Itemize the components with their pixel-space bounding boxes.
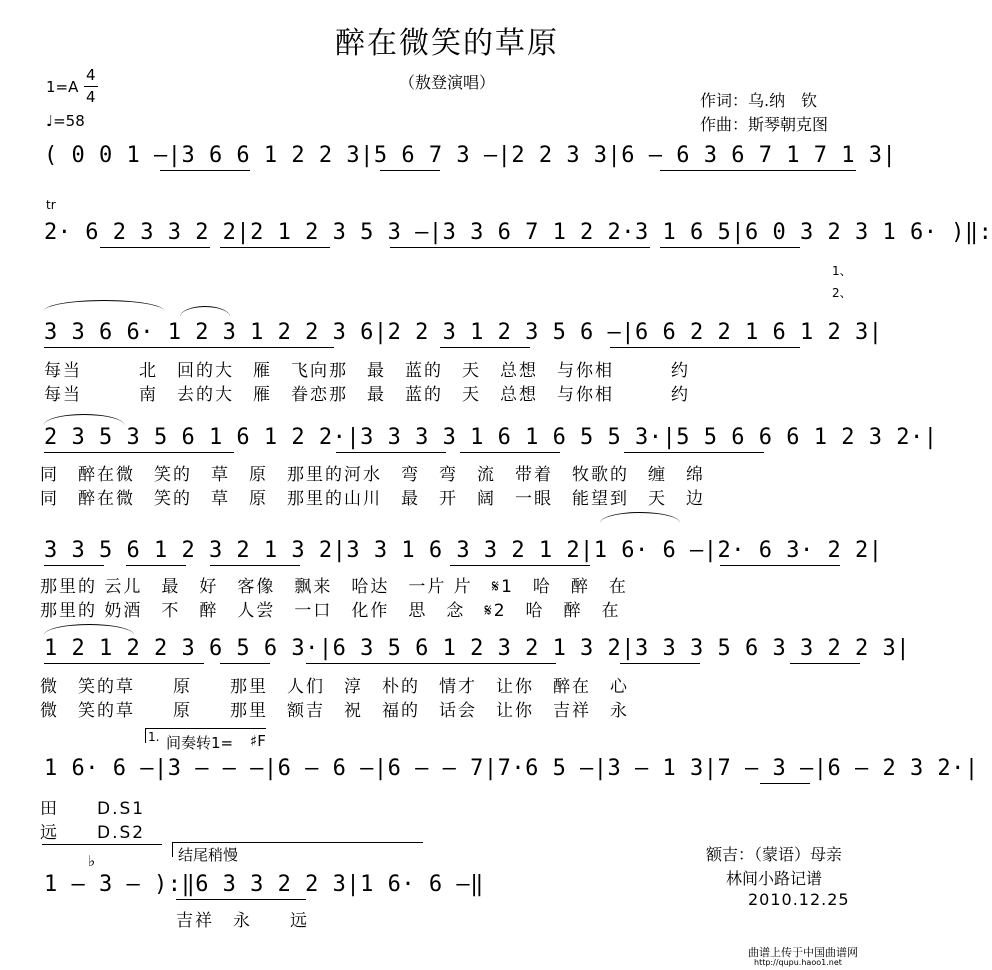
time-top: 4: [86, 66, 96, 84]
beam: [390, 247, 650, 248]
time-bottom: 4: [86, 88, 96, 106]
lyrics-row-7-verse-2: 远 D.S2: [40, 823, 146, 843]
beam: [790, 663, 860, 664]
tempo-mark: ♩=58: [46, 112, 85, 130]
beam: [44, 663, 204, 664]
page-title: 醉在微笑的草原: [335, 26, 559, 61]
lyrics-row-7-verse-1: 田 D.S1: [40, 799, 146, 819]
beam: [44, 565, 104, 566]
beam: [220, 663, 270, 664]
lyrics-row-3-verse-2: 每当 南 去的大 雁 眷恋那 最 蓝的 天 总想 与你相 约: [44, 385, 690, 405]
volta-number: 1.: [148, 730, 160, 744]
lyrics-row-8: 吉祥 永 远: [176, 911, 309, 931]
performer: （敖登演唱）: [398, 73, 495, 92]
slur: [44, 300, 164, 311]
lyrics-row-5-verse-1: 那里的 云儿 最 好 客像 飘来 哈达 一片 片 𝄋1 哈 醉 在: [40, 577, 628, 597]
score-row-1: ( 0 0 1 –|3 6 6 1 2 2 3|5 6 7 3 –|2 2 3 3|6 – 6 3 6 7 1 7 1 3|: [44, 143, 897, 168]
lyrics-row-4-verse-2: 同 醉在微 笑的 草 原 那里的山川 最 开 阔 一眼 能望到 天 边: [40, 489, 705, 509]
lyricist: 作词：乌.纳 钦: [700, 91, 818, 110]
slur: [600, 512, 680, 523]
score-row-3: 3 3 6 6· 1 2 3 1 2 2 3 6|2 2 3 1 2 3 5 6 –|6 6 2 2 1 6 1 2 3|: [44, 320, 883, 345]
score-row-5: 3 3 5 6 1 2 3 2 1 3 2|3 3 1 6 3 3 2 1 2|1 6· 6 –|2· 6 3· 2 2|: [44, 538, 883, 563]
lyrics-row-6-verse-2: 微 笑的草 原 那里 额吉 祝 福的 话会 让你 吉祥 永: [40, 701, 629, 721]
composer: 作曲：斯琴朝克图: [700, 115, 829, 134]
beam: [44, 452, 234, 453]
slur: [180, 306, 230, 317]
beam: [610, 347, 800, 348]
beam: [210, 565, 300, 566]
score-row-2: 2· 6 2 3 3 2 2|2 1 2 3 5 3 –|3 3 6 7 1 2 2·3 1 6 5|6 0 3 2 3 1 6· )‖:: [44, 220, 992, 245]
beam: [760, 783, 810, 784]
beam: [306, 663, 556, 664]
ending-label: 结尾稍慢: [178, 846, 239, 864]
score-row-7: 1 6· 6 –|3 – – –|6 – 6 –|6 – – 7|7·6 5 –|3 – 1 3|7 – 3 –|6 – 2 3 2·|: [44, 756, 979, 781]
flat-sign: ♭: [88, 852, 96, 870]
tempo-value: =58: [53, 112, 85, 130]
slur: [44, 414, 124, 425]
watermark: 曲谱上传于中国曲谱网: [748, 946, 858, 959]
singer-note: 额吉：（蒙语）母亲: [706, 845, 843, 864]
beam: [176, 899, 306, 900]
beam: [380, 170, 440, 171]
beam: [100, 247, 210, 248]
transcriber: 林间小路记谱: [726, 869, 823, 888]
beam: [620, 663, 700, 664]
beam: [126, 565, 186, 566]
score-row-8: 1 – 3 – ):‖6 3 3 2 2 3|1 6· 6 –‖: [44, 872, 484, 897]
verse-marker-1: 1、: [832, 264, 852, 278]
beam: [160, 170, 250, 171]
beam: [770, 170, 856, 171]
beam: [220, 247, 330, 248]
lyrics-row-6-verse-1: 微 笑的草 原 那里 人们 淳 朴的 情才 让你 醉在 心: [40, 677, 629, 697]
beam: [44, 347, 334, 348]
watermark-url: http://qupu.haoo1.net: [754, 958, 842, 967]
beam: [336, 452, 446, 453]
beam: [660, 170, 770, 171]
beam: [460, 452, 560, 453]
score-row-6: 1 2 1 2 2 3 6 5 6 3·|6 3 5 6 1 2 3 2 1 3 2|3 3 3 5 6 3 3 2 2 3|: [44, 636, 910, 661]
beam: [624, 452, 764, 453]
lyrics-row-3-verse-1: 每当 北 回的大 雁 飞向那 最 蓝的 天 总想 与你相 约: [44, 361, 690, 381]
lyrics-row-4-verse-1: 同 醉在微 笑的 草 原 那里的河水 弯 弯 流 带着 牧歌的 缠 绵: [40, 465, 705, 485]
score-row-4: 2 3 5 3 5 6 1 6 1 2 2·|3 3 3 3 1 6 1 6 5 5 3·|5 5 6 6 6 1 2 3 2·|: [44, 425, 938, 450]
key-signature: 1=A: [46, 78, 79, 96]
modulation-label: 间奏转1=: [166, 734, 234, 752]
lyrics-row-5-verse-2: 那里的 奶酒 不 醉 人尝 一口 化作 思 念 𝄋2 哈 醉 在: [40, 601, 621, 621]
trill-mark: tr: [46, 198, 56, 212]
beam: [450, 565, 590, 566]
coda-line: [42, 844, 162, 845]
beam: [440, 347, 530, 348]
new-key: ♯F: [250, 732, 266, 750]
beam: [660, 247, 800, 248]
slur: [44, 624, 134, 635]
time-rule: [84, 86, 98, 87]
date: 2010.12.25: [748, 890, 850, 909]
beam: [720, 565, 840, 566]
verse-marker-2: 2、: [832, 286, 852, 300]
